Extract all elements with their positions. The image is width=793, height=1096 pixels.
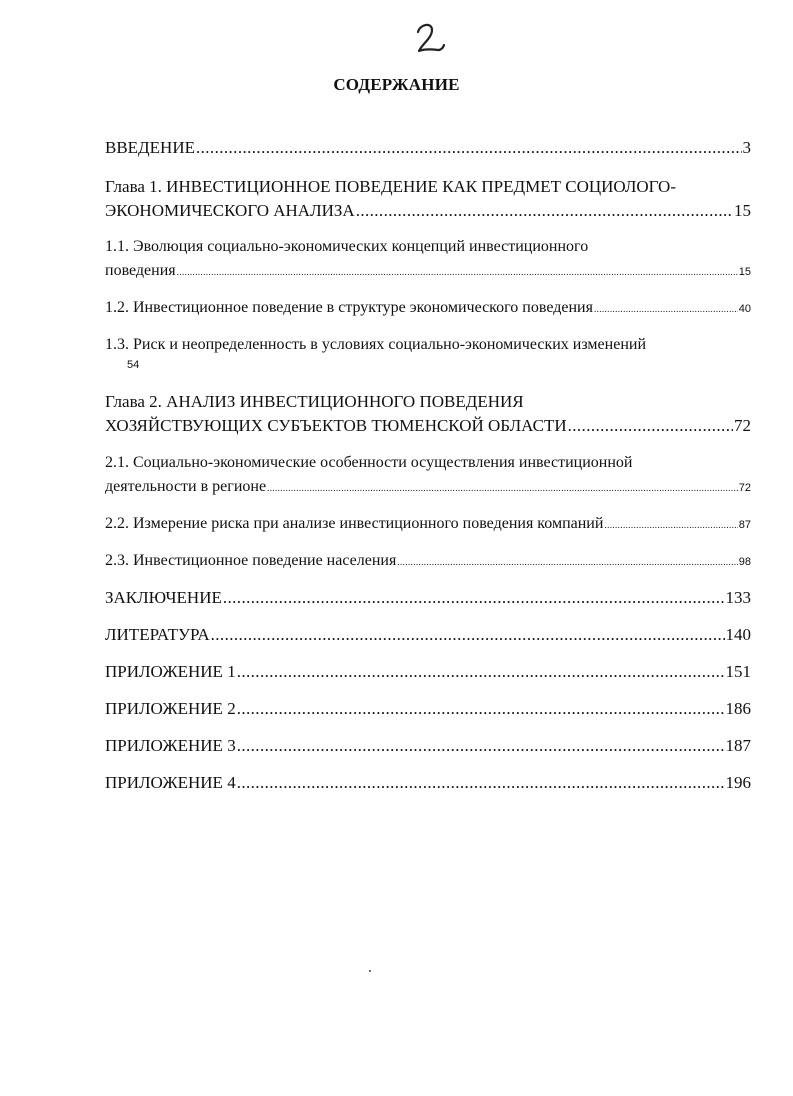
toc-page-number: 98 <box>738 556 751 568</box>
dot-leader <box>397 550 737 574</box>
toc-page-number: 187 <box>725 736 751 755</box>
dot-leader <box>604 513 737 537</box>
toc-page-number: 54 <box>127 359 140 371</box>
toc-entry-label: ПРИЛОЖЕНИЕ 3 <box>105 736 236 755</box>
toc-page-number: 40 <box>738 303 751 315</box>
toc-entry-label: 2.2. Измерение риска при анализе инвестиционного поведения компаний <box>105 515 604 532</box>
toc-entry-label: 1.2. Инвестиционное поведение в структуре экономического поведения <box>105 299 593 316</box>
toc-entry-section-2-1[interactable] <box>105 451 751 500</box>
toc-entry-literature[interactable] <box>105 623 751 647</box>
toc-page-number: 151 <box>725 662 751 681</box>
toc-page-number: 87 <box>738 519 751 531</box>
toc-page-number: 72 <box>734 416 751 435</box>
toc-entry-label: 1.3. Риск и неопределенность в условиях социально-экономических изменений <box>105 336 647 353</box>
toc-entry-chapter-1[interactable] <box>105 175 751 223</box>
toc-entry-label-line1: Глава 2. АНАЛИЗ ИНВЕСТИЦИОННОГО ПОВЕДЕНИЯ <box>105 392 524 411</box>
toc-entry-label: 2.3. Инвестиционное поведение населения <box>105 552 397 569</box>
dot-leader <box>237 697 725 721</box>
scan-speck <box>369 970 371 972</box>
dot-leader <box>237 734 725 758</box>
toc-entry-section-2-2[interactable] <box>105 512 751 537</box>
toc-page-number: 3 <box>742 138 751 157</box>
toc-page-number: 196 <box>725 773 751 792</box>
toc-page-number: 72 <box>738 482 751 494</box>
toc-entry-label: ПРИЛОЖЕНИЕ 4 <box>105 773 236 792</box>
toc-entry-label-line1: Глава 1. ИНВЕСТИЦИОННОЕ ПОВЕДЕНИЕ КАК ПРЕДМЕТ СОЦИОЛОГО- <box>105 177 676 196</box>
toc-entry-section-1-2[interactable] <box>105 296 751 321</box>
toc-page-number: 15 <box>734 201 751 220</box>
dot-leader <box>177 260 738 284</box>
toc-entry-appendix-4[interactable] <box>105 771 751 795</box>
toc-entry-appendix-1[interactable] <box>105 660 751 684</box>
toc-entry-appendix-3[interactable] <box>105 734 751 758</box>
toc-page-number: 15 <box>738 266 751 278</box>
dot-leader <box>223 586 725 610</box>
toc-entry-label-line2: ХОЗЯЙСТВУЮЩИХ СУБЪЕКТОВ ТЮМЕНСКОЙ ОБЛАСТИ <box>105 416 567 435</box>
toc-entry-label: ЗАКЛЮЧЕНИЕ <box>105 588 222 607</box>
toc-entry-appendix-2[interactable] <box>105 697 751 721</box>
toc-page-number: 133 <box>725 588 751 607</box>
dot-leader <box>237 771 725 795</box>
toc-entry-label-line1: 1.1. Эволюция социально-экономических концепций инвестиционного <box>105 238 589 255</box>
toc-entry-label-line2: поведения <box>105 262 176 279</box>
toc-page-number: 186 <box>725 699 751 718</box>
toc-entry-conclusion[interactable] <box>105 586 751 610</box>
toc-entry-label-line2: ЭКОНОМИЧЕСКОГО АНАЛИЗА <box>105 201 355 220</box>
toc-entry-label: ПРИЛОЖЕНИЕ 1 <box>105 662 236 681</box>
toc-entry-section-1-3[interactable] <box>105 333 751 373</box>
toc-entry-label: ВВЕДЕНИЕ <box>105 138 195 157</box>
toc-page-number: 140 <box>725 625 751 644</box>
dot-leader <box>267 476 738 500</box>
toc-entry-section-2-3[interactable] <box>105 549 751 574</box>
toc-entry-chapter-2[interactable] <box>105 390 751 438</box>
toc-entry-label-line2: деятельности в регионе <box>105 478 267 495</box>
dot-leader <box>211 623 725 647</box>
dot-leader <box>196 136 742 160</box>
toc-entry-introduction[interactable] <box>105 136 751 160</box>
dot-leader <box>237 660 725 684</box>
toc-entry-section-1-1[interactable] <box>105 235 751 284</box>
dot-leader <box>594 297 738 321</box>
page-title: СОДЕРЖАНИЕ <box>333 75 460 94</box>
toc-entry-label: ПРИЛОЖЕНИЕ 2 <box>105 699 236 718</box>
toc-entry-label: ЛИТЕРАТУРА <box>105 625 210 644</box>
handwritten-page-number <box>408 18 448 58</box>
dot-leader <box>356 199 733 223</box>
toc-entry-label-line1: 2.1. Социально-экономические особенности осуществления инвестиционной <box>105 454 633 471</box>
dot-leader <box>568 414 733 438</box>
